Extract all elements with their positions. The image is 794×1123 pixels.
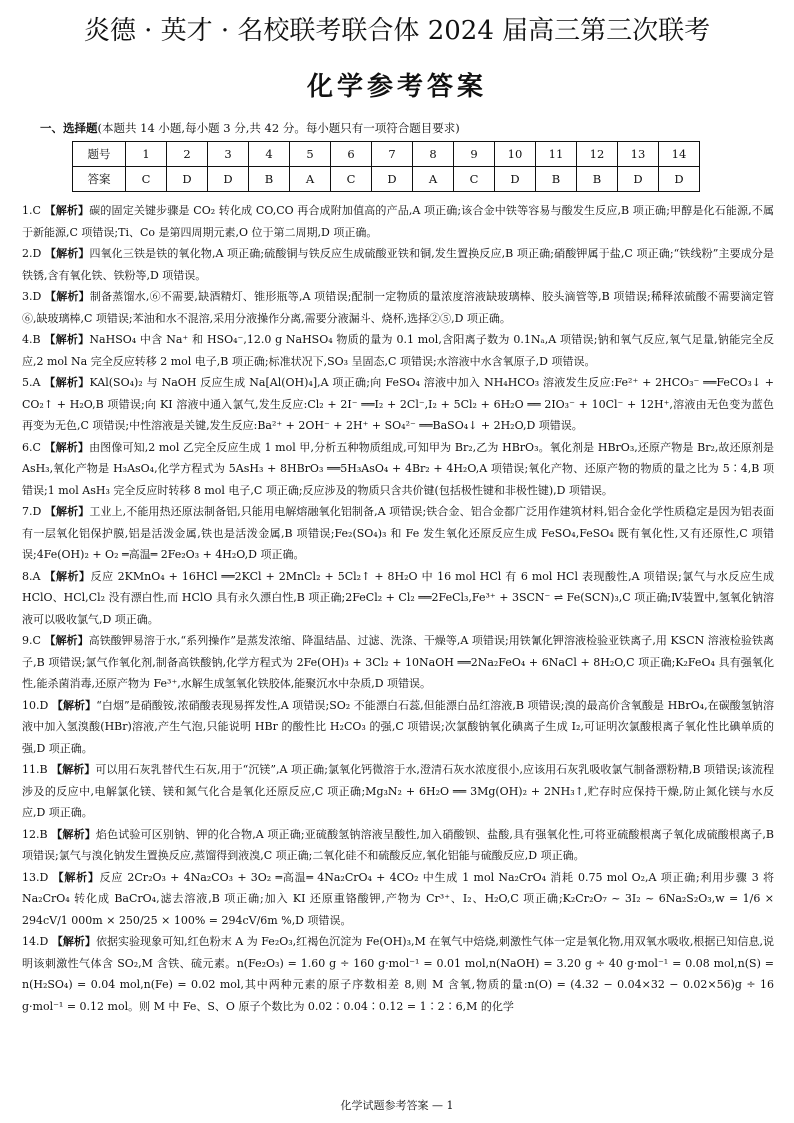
analysis-tag: 【解析】 bbox=[45, 290, 90, 303]
question-number-cell: 11 bbox=[536, 142, 577, 167]
analysis-tag: 【解析】 bbox=[44, 247, 90, 260]
analysis-tag: 【解析】 bbox=[44, 634, 89, 647]
question-number-cell: 6 bbox=[331, 142, 372, 167]
question-answer-label: 12.B bbox=[22, 827, 48, 841]
explanation-item bbox=[22, 566, 774, 631]
explanation-text: KAl(SO₄)₂ 与 NaOH 反应生成 Na[Al(OH)₄],A 项正确;向 FeSO₄ 溶液中加入 NH₄HCO₃ 溶液发生反应:Fe²⁺ + 2HCO₃⁻ ══FeCO₃↓ + CO₂↑ + H₂O,B 项错误;向 KI 溶液中通入氯气,发生反应:Cl₂ + 2I⁻ ══I₂ + 2Cl⁻,I₂ + 5Cl₂ + 6H₂O ══ 2IO₃⁻ + 10Cl⁻ + 12H⁺,溶液由无色变为蓝色再变为无色,C 项错误;中性溶液是关键,发生反应:Ba²⁺ + 2OH⁻ + 2H⁺ + SO₄²⁻ ══BaSO₄↓ + 2H₂O,D 项错误。 bbox=[22, 376, 775, 432]
question-answer-label: 4.B bbox=[22, 333, 41, 346]
answer-cell: A bbox=[413, 167, 454, 192]
answer-cell: D bbox=[167, 167, 208, 192]
answer-cell: C bbox=[331, 167, 372, 192]
question-answer-label: 2.D bbox=[22, 247, 42, 260]
explanation-text: “白烟”是硝酸铵,浓硝酸表现易挥发性,A 项错误;SO₂ 不能漂白石蕊,但能漂白品红溶液,B 项错误;溴的最高价含氧酸是 HBrO₄,在碳酸氢钠溶液中加入氢溴酸(HBr)溶液,产生气泡,只能说明 HBr 的酸性比 H₂CO₃ 的强,C 项错误;次氯酸钠氧化碘离子生成 I₂,可证明次氯酸根离子氧化性比碘单质的强,D 项正确。 bbox=[22, 698, 775, 755]
question-answer-label: 14.D bbox=[22, 935, 49, 948]
page-footer: 化学试题参考答案 — 1 bbox=[340, 1099, 454, 1112]
answer-cell: A bbox=[290, 167, 331, 192]
section-title: 一、选择题 bbox=[40, 121, 98, 135]
question-number-cell: 14 bbox=[659, 142, 700, 167]
question-number-cell: 1 bbox=[126, 142, 167, 167]
analysis-tag: 【解析】 bbox=[52, 870, 100, 884]
question-number-cell: 4 bbox=[249, 142, 290, 167]
answer-cell: D bbox=[618, 167, 659, 192]
explanation-list bbox=[22, 200, 774, 1017]
question-answer-label: 5.A bbox=[22, 376, 41, 389]
question-answer-label: 8.A bbox=[22, 569, 41, 583]
explanation-text: 碳的固定关键步骤是 CO₂ 转化成 CO,CO 再合成附加值高的产品,A 项正确;该合金中铁等容易与酸发生反应,B 项正确;甲醇是化石能源,不属于新能源,C 项错误;Ti、Co 是第四周期元素,O 位于第二周期,D 项正确。 bbox=[22, 204, 774, 239]
answer-cell: B bbox=[249, 167, 290, 192]
explanation-item bbox=[22, 372, 774, 437]
explanation-text: 高铁酸钾易溶于水,“系列操作”是蒸发浓缩、降温结晶、过滤、洗涤、干燥等,A 项错误;用铁氰化钾溶液检验亚铁离子,用 KSCN 溶液检验铁离子,B 项错误;氯气作氧化剂,制备高铁酸钠,化学方程式为 2Fe(OH)₃ + 3Cl₂ + 10NaOH ══2Na₂FeO₄ + 6NaCl + 8H₂O,C 项正确;K₂FeO₄ 具有强氧化性,能杀菌消毒,还原产物为 Fe³⁺,水解生成氢氧化铁胶体,能聚沉水中杂质,D 项错误。 bbox=[22, 634, 775, 690]
analysis-tag: 【解析】 bbox=[51, 698, 97, 712]
question-number-cell: 2 bbox=[167, 142, 208, 167]
answer-cell: D bbox=[659, 167, 700, 192]
explanation-text: 工业上,不能用热还原法制备铝,只能用电解熔融氧化铝制备,A 项错误;铁合金、铝合金都广泛用作建筑材料,铝合金化学性质稳定是因为铝表面有一层氧化铝保护膜,铝是活泼金属,铁也是活泼金属,B 项错误;Fe₂(SO₄)₃ 和 Fe 发生氧化还原反应生成 FeSO₄,FeSO₄ 既有氧化性,又有还原性,C 项错误;4Fe(OH)₂ + O₂ ═高温═ 2Fe₂O₃ + 4H₂O,D 项正确。 bbox=[22, 505, 775, 561]
explanation-item bbox=[22, 243, 774, 286]
answer-cell: B bbox=[536, 167, 577, 192]
explanation-item bbox=[22, 501, 774, 566]
explanation-item bbox=[22, 759, 774, 824]
analysis-tag: 【解析】 bbox=[51, 763, 96, 776]
question-answer-label: 1.C bbox=[22, 204, 41, 217]
explanation-item bbox=[22, 695, 774, 760]
explanation-item bbox=[22, 931, 774, 1017]
explanation-item bbox=[22, 286, 774, 329]
answer-cell: B bbox=[577, 167, 618, 192]
analysis-tag: 【解析】 bbox=[51, 935, 96, 948]
question-answer-label: 13.D bbox=[22, 870, 49, 884]
section-note: (本题共 14 小题,每小题 3 分,共 42 分。每小题只有一项符合题目要求) bbox=[97, 121, 460, 135]
answer-cell: D bbox=[372, 167, 413, 192]
question-number-cell: 10 bbox=[495, 142, 536, 167]
explanation-text: 四氧化三铁是铁的氧化物,A 项正确;硫酸铜与铁反应生成硫酸亚铁和铜,发生置换反应,B 项正确;硝酸钾属于盐,C 项正确;“铁线粉”主要成分是铁锈,含有氧化铁、铁粉等,D 项错误。 bbox=[22, 247, 775, 282]
explanation-item bbox=[22, 200, 774, 243]
question-number-cell: 3 bbox=[208, 142, 249, 167]
analysis-tag: 【解析】 bbox=[44, 333, 90, 346]
question-number-cell: 5 bbox=[290, 142, 331, 167]
analysis-tag: 【解析】 bbox=[44, 505, 90, 518]
explanation-text: 焰色试验可区别钠、钾的化合物,A 项正确;亚硫酸氢钠溶液呈酸性,加入硝酸钡、盐酸,具有强氧化性,可将亚硫酸根离子氧化成硫酸根离子,B 项错误;氯气与溴化钠发生置换反应,蒸馏得到液溴,C 项正确;二氧化硅不和硫酸反应,氧化铝能与硫酸反应,D 项正确。 bbox=[22, 827, 774, 862]
row-label-answers: 答案 bbox=[73, 167, 126, 192]
explanation-item bbox=[22, 824, 774, 867]
answer-row bbox=[73, 167, 700, 192]
row-label-numbers: 题号 bbox=[73, 142, 126, 167]
question-answer-label: 10.D bbox=[22, 698, 49, 712]
question-answer-label: 7.D bbox=[22, 505, 42, 518]
explanation-item bbox=[22, 630, 774, 695]
answer-table bbox=[72, 141, 700, 192]
question-answer-label: 9.C bbox=[22, 634, 41, 647]
answer-cell: C bbox=[454, 167, 495, 192]
explanation-text: 依据实验现象可知,红色粉末 A 为 Fe₂O₃,红褐色沉淀为 Fe(OH)₃,M 在氧气中焙烧,刺激性气体一定是氧化物,用双氧水吸收,根据已知信息,说明该刺激性气体含 SO₂,M 含铁、硫元素。n(Fe₂O₃) = 1.60 g ÷ 160 g·mol⁻¹ = 0.01 mol,n(NaOH) = 3.20 g ÷ 40 g·mol⁻¹ = 0.08 mol,n(S) = n(H₂SO₄) = 0.04 mol,n(Fe) = 0.02 mol,其中两种元素的原子序数相差 8,则 M 含氧,物质的量:n(O) = (4.32 − 0.04×32 − 0.02×56)g ÷ 16 g·mol⁻¹ = 0.12 mol。则 M 中 Fe、S、O 原子个数比为 0.02∶0.04∶0.12 = 1∶2∶6,M 的化学 bbox=[22, 935, 775, 1013]
question-number-row bbox=[73, 142, 700, 167]
question-answer-label: 3.D bbox=[22, 290, 42, 303]
analysis-tag: 【解析】 bbox=[44, 376, 90, 389]
explanation-text: 制备蒸馏水,⑥不需要,缺酒精灯、锥形瓶等,A 项错误;配制一定物质的量浓度溶液缺玻璃棒、胶头滴管等,B 项错误;稀释浓硫酸不需要滴定管⑥,缺玻璃棒,C 项错误;苯油和水不混溶,采用分液操作分离,需要分液漏斗、烧杯,选择②⑤,D 项正确。 bbox=[22, 290, 774, 325]
explanation-text: 可以用石灰乳替代生石灰,用于“沉镁”,A 项正确;氯氧化钙微溶于水,澄清石灰水浓度很小,应该用石灰乳吸收氯气制备漂粉精,B 项错误;该流程涉及的反应中,电解氯化镁、镁和氮气化合是氧化还原反应,C 项正确;Mg₃N₂ + 6H₂O ══ 3Mg(OH)₂ + 2NH₃↑,贮存时应保持干燥,防止氮化镁与水反应,D 项正确。 bbox=[22, 763, 775, 819]
explanation-text: 反应 2Cr₂O₃ + 4Na₂CO₃ + 3O₂ ═高温═ 4Na₂CrO₄ + 4CO₂ 中生成 1 mol Na₂CrO₄ 消耗 0.75 mol O₂,A 项正确;利用步骤 3 将 Na₂CrO₄ 转化成 BaCrO₄,滤去溶液,B 项正确;加入 KI 还原重铬酸钾,产物为 Cr³⁺、I₂、H₂O,C 项正确;K₂Cr₂O₇ ~ 3I₂ ~ 6Na₂S₂O₃,w = 1/6 × 294cV/1 000m × 250/25 × 100% = 294cV/6m %,D 项错误。 bbox=[22, 870, 775, 927]
analysis-tag: 【解析】 bbox=[51, 827, 96, 841]
question-number-cell: 9 bbox=[454, 142, 495, 167]
explanation-text: NaHSO₄ 中含 Na⁺ 和 HSO₄⁻,12.0 g NaHSO₄ 物质的量为 0.1 mol,含阳离子数为 0.1Nₐ,A 项错误;钠和氧气反应,氧气足量,钠能完全反应,2 mol Na 完全反应转移 2 mol 电子,B 项正确;标准状况下,SO₃ 呈固态,C 项错误;水溶液中水含氧原子,D 项错误。 bbox=[22, 333, 774, 368]
section-heading bbox=[40, 120, 460, 136]
question-number-cell: 8 bbox=[413, 142, 454, 167]
answer-cell: C bbox=[126, 167, 167, 192]
document-subtitle: 化学参考答案 bbox=[306, 72, 487, 102]
analysis-tag: 【解析】 bbox=[44, 569, 91, 583]
explanation-item bbox=[22, 437, 774, 502]
analysis-tag: 【解析】 bbox=[44, 440, 90, 454]
explanation-text: 反应 2KMnO₄ + 16HCl ══2KCl + 2MnCl₂ + 5Cl₂↑ + 8H₂O 中 16 mol HCl 有 6 mol HCl 表现酸性,A 项错误;氯气与水反应生成 HClO、HCl,Cl₂ 没有漂白性,而 HClO 具有永久漂白性,B 项正确;2FeCl₂ + Cl₂ ══2FeCl₃,Fe³⁺ + 3SCN⁻ ⇌ Fe(SCN)₃,C 项正确;Ⅳ装置中,氢氧化钠溶液可以吸收氯气,D 项正确。 bbox=[22, 569, 775, 626]
explanation-item bbox=[22, 867, 774, 932]
explanation-item bbox=[22, 329, 774, 372]
explanation-text: 由图像可知,2 mol 乙完全反应生成 1 mol 甲,分析五种物质组成,可知甲为 Br₂,乙为 HBrO₃。氧化剂是 HBrO₃,还原产物是 Br₂,故还原剂是 AsH₃,氧化产物是 H₃AsO₄,化学方程式为 5AsH₃ + 8HBrO₃ ══5H₃AsO₄ + 4Br₂ + 4H₂O,A 项错误;氧化产物、还原产物的物质的量之比为 5∶4,B 项错误;1 mol AsH₃ 完全反应时转移 8 mol 电子,C 项正确;反应涉及的物质只含共价键(包括极性键和非极性键),D 项错误。 bbox=[22, 440, 774, 497]
question-answer-label: 6.C bbox=[22, 440, 41, 454]
question-number-cell: 7 bbox=[372, 142, 413, 167]
question-answer-label: 11.B bbox=[22, 763, 48, 776]
analysis-tag: 【解析】 bbox=[44, 204, 90, 217]
question-number-cell: 13 bbox=[618, 142, 659, 167]
question-number-cell: 12 bbox=[577, 142, 618, 167]
exam-title: 炎德 · 英才 · 名校联考联合体 2024 届高三第三次联考 bbox=[83, 16, 711, 46]
answer-cell: D bbox=[208, 167, 249, 192]
answer-cell: D bbox=[495, 167, 536, 192]
